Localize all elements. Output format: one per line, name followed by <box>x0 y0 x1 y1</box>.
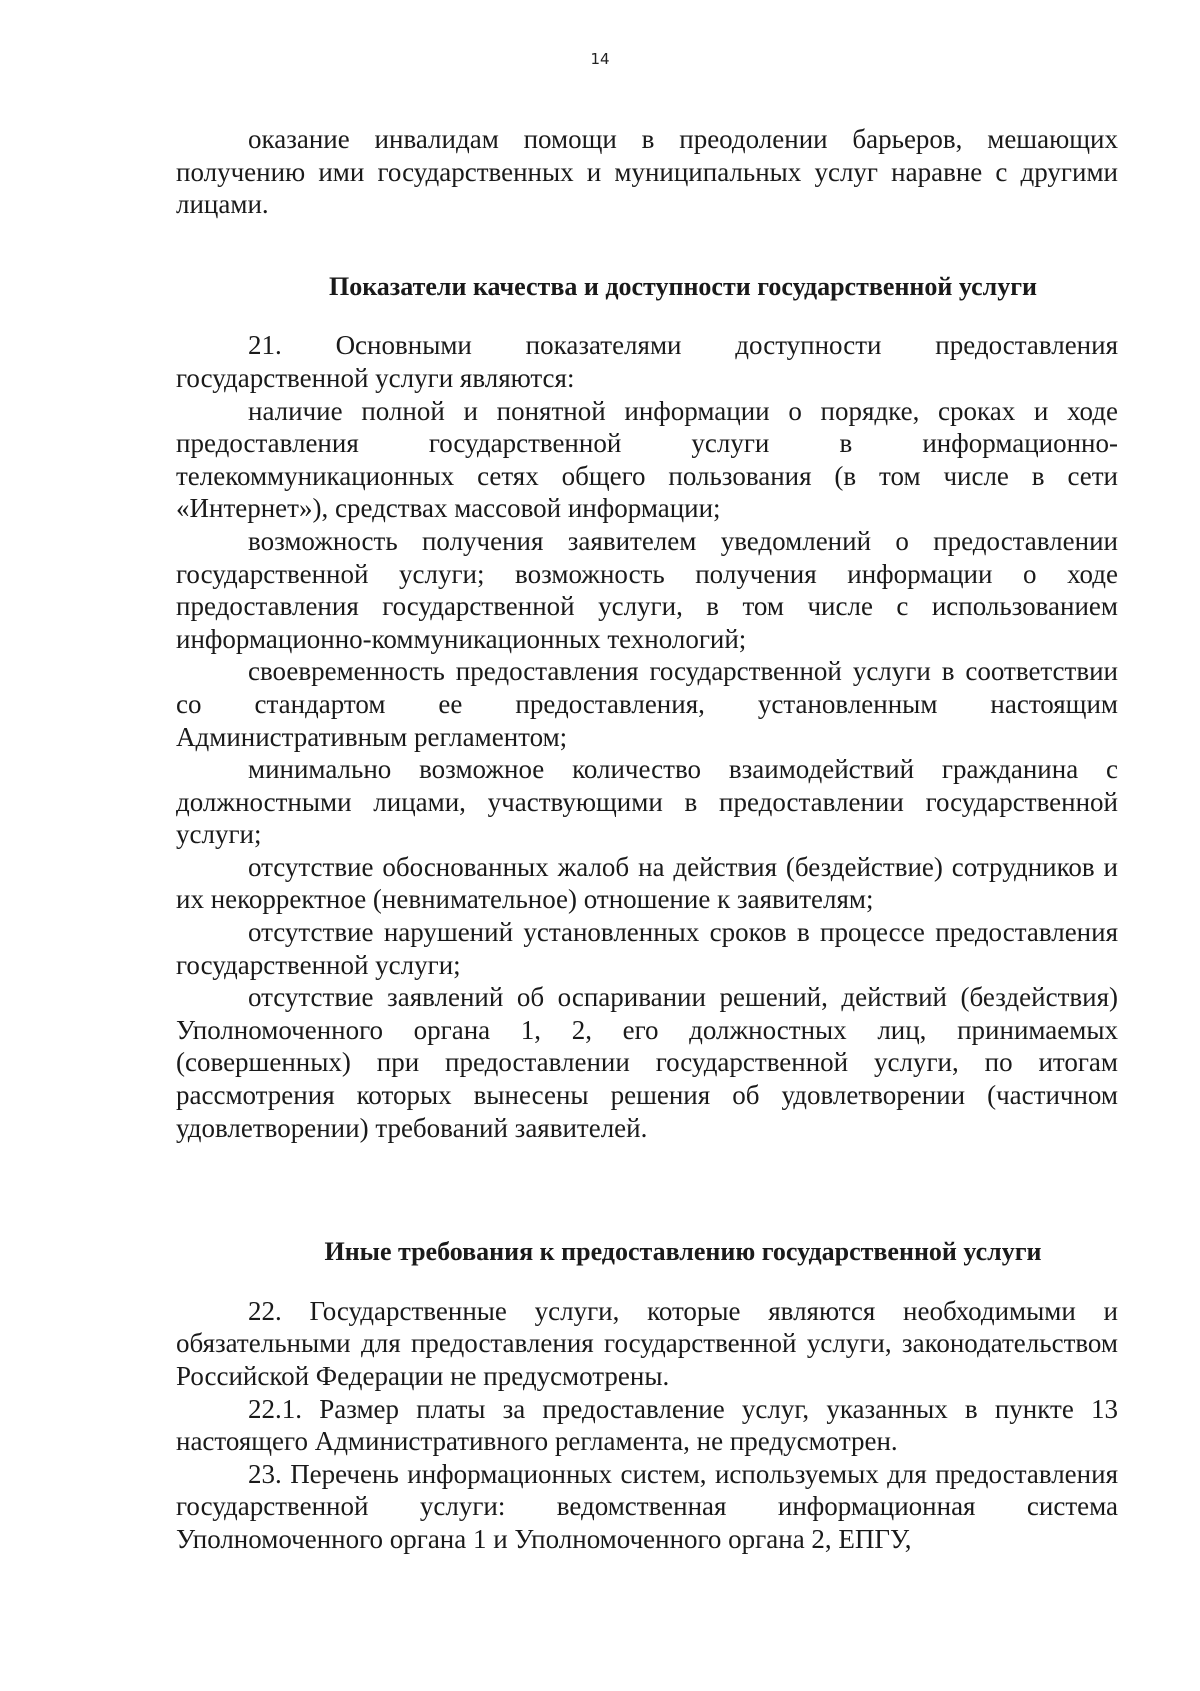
section-heading-other: Иные требования к предоставлению государственной услуги <box>324 1237 1042 1267</box>
paragraph-22-1: 22.1. Размер платы за предоставление услуг, указанных в пункте 13 настоящего Административного регламента, не предусмотрен. <box>176 1393 1118 1457</box>
paragraph-21: 21. Основными показателями доступности предоставления государственной услуги являются: <box>176 330 1118 393</box>
section-heading-quality: Показатели качества и доступности государственной услуги <box>328 271 1038 301</box>
list-item-no-disputes: отсутствие заявлений об оспаривании решений, действий (бездействия) Уполномоченного органа 1, 2, его должностных лиц, принимаемых (совершенных) при предоставлении государственной услуги, по итогам рассмотрения которых вынесены решения об удовлетворении (частичном удовлетворении) требований заявителей. <box>176 982 1118 1143</box>
spacer <box>176 1144 1118 1236</box>
paragraph-22: 22. Государственные услуги, которые являются необходимыми и обязательными для предоставления государственной услуги, законодательством Российской Федерации не предусмотрены. <box>176 1295 1118 1391</box>
spacer <box>176 303 1118 329</box>
spacer <box>176 221 1118 271</box>
list-item-interactions: минимально возможное количество взаимодействий гражданина с должностными лицами, участвующими в предоставлении государственной услуги; <box>176 754 1118 850</box>
list-item-no-violations: отсутствие нарушений установленных сроков в процессе предоставления государственной услуги; <box>176 917 1118 980</box>
paragraph-23: 23. Перечень информационных систем, используемых для предоставления государственной услуги: ведомственная информационная система Уполномоченного органа 1 и Уполномоченного органа 2, ЕПГУ, <box>176 1458 1118 1554</box>
document-body <box>176 123 1118 1556</box>
list-item-no-complaints: отсутствие обоснованных жалоб на действия (бездействие) сотрудников и их некорректное (невнимательное) отношение к заявителям; <box>176 851 1118 915</box>
list-item-timeliness: своевременность предоставления государственной услуги в соответствии со стандартом ее предоставления, установленным настоящим Административным регламентом; <box>176 656 1118 752</box>
list-item-notifications: возможность получения заявителем уведомлений о предоставлении государственной услуги; возможность получения информации о ходе предоставления государственной услуги, в том числе с использованием информационно-коммуникационных технологий; <box>176 525 1118 654</box>
spacer <box>176 1269 1118 1295</box>
list-item-information: наличие полной и понятной информации о порядке, сроках и ходе предоставления государственной услуги в информационно-телекоммуникационных сетях общего пользования (в том числе в сети «Интернет»), средствах массовой информации; <box>176 395 1118 524</box>
page-number: 14 <box>590 50 610 68</box>
intro-paragraph: оказание инвалидам помощи в преодолении барьеров, мешающих получению ими государственных и муниципальных услуг наравне с другими лицами. <box>176 124 1118 220</box>
